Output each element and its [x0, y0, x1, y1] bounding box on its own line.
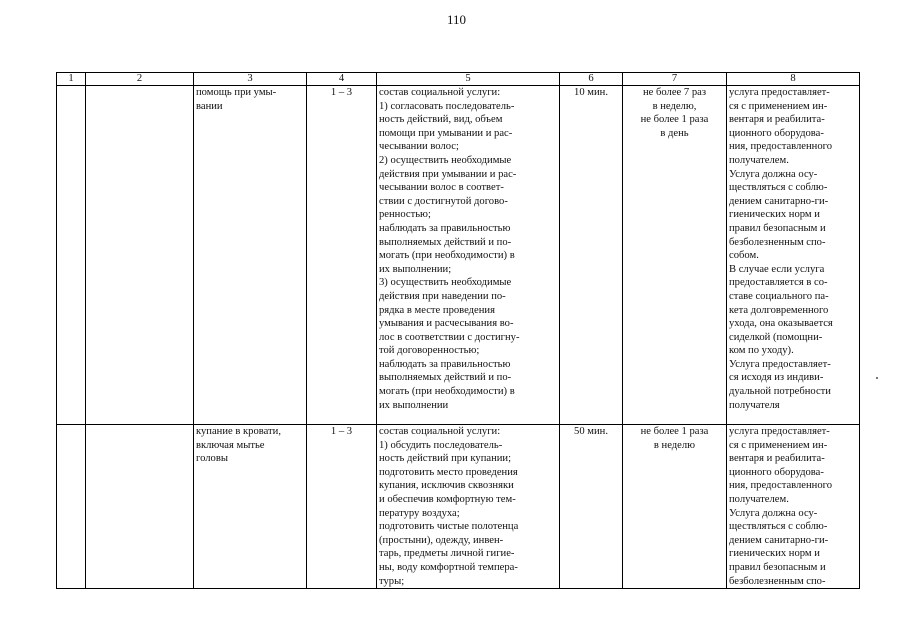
service-name-cell: купание в кровати, включая мытье головы: [194, 425, 307, 589]
group-cell: 1 – 3: [307, 86, 377, 425]
scan-speck: [876, 377, 878, 379]
row-number-cell: [57, 425, 86, 589]
group-cell: 1 – 3: [307, 425, 377, 589]
column-header-7: 7: [623, 73, 727, 86]
duration-cell: 10 мин.: [560, 86, 623, 425]
page-number: 110: [446, 12, 467, 27]
column-header-1: 1: [57, 73, 86, 86]
column-header-2: 2: [86, 73, 194, 86]
frequency-cell: не более 1 раза в неделю: [623, 425, 727, 589]
service-name-cell: помощь при умы- вании: [194, 86, 307, 425]
service-content-cell: состав социальной услуги: 1) согласовать последователь- ность действий, вид, объем помощи при умывании и рас- чесывании волос; 2) осуществить необходимые действия при умывании и рас- чесывании волос в соответ- ствии с достигнутой догово- ренностью; наблюдать за правильностью выполняемых действий и по- могать (при необходимости) в их выполнении; 3) осуществить необходимые действия при наведении по- рядка в месте проведения умывания и расчесывания во- лос в соответствии с достигну- той договоренностью; наблюдать за правильностью выполняемых действий и по- могать (при необходимости) в их выполнении: [377, 86, 560, 425]
column-header-4: 4: [307, 73, 377, 86]
column-header-8: 8: [727, 73, 860, 86]
category-cell: [86, 425, 194, 589]
column-header-3: 3: [194, 73, 307, 86]
column-header-6: 6: [560, 73, 623, 86]
category-cell: [86, 86, 194, 425]
frequency-cell: не более 7 раз в неделю, не более 1 раза в день: [623, 86, 727, 425]
column-number-row: [57, 73, 860, 86]
services-table: [56, 72, 860, 589]
row-number-cell: [57, 86, 86, 425]
column-header-5: 5: [377, 73, 560, 86]
conditions-cell: услуга предоставляет- ся с применением ин- вентаря и реабилита- ционного оборудова- ния, предоставленного получателем. Услуга должна осу- ществляться с соблю- дением санитарно-ги- гиенических норм и правил безопасным и безболезненным спо- собом. В случае если услуга предоставляется в со- ставе социального па- кета долговременного ухода, она оказывается сиделкой (помощни- ком по уходу). Услуга предоставляет- ся исходя из индиви- дуальной потребности получателя: [727, 86, 860, 425]
service-content-cell: состав социальной услуги: 1) обсудить последователь- ность действий при купании; подготовить место проведения купания, исключив сквозняки и обеспечив комфортную тем- пературу воздуха; подготовить чистые полотенца (простыни), одежду, инвен- тарь, предметы личной гигие- ны, воду комфортной темпера- туры;: [377, 425, 560, 589]
table-row: [57, 425, 860, 589]
duration-cell: 50 мин.: [560, 425, 623, 589]
table-row: [57, 86, 860, 425]
conditions-cell: услуга предоставляет- ся с применением ин- вентаря и реабилита- ционного оборудова- ния, предоставленного получателем. Услуга должна осу- ществляться с соблю- дением санитарно-ги- гиенических норм и правил безопасным и безболезненным спо-: [727, 425, 860, 589]
